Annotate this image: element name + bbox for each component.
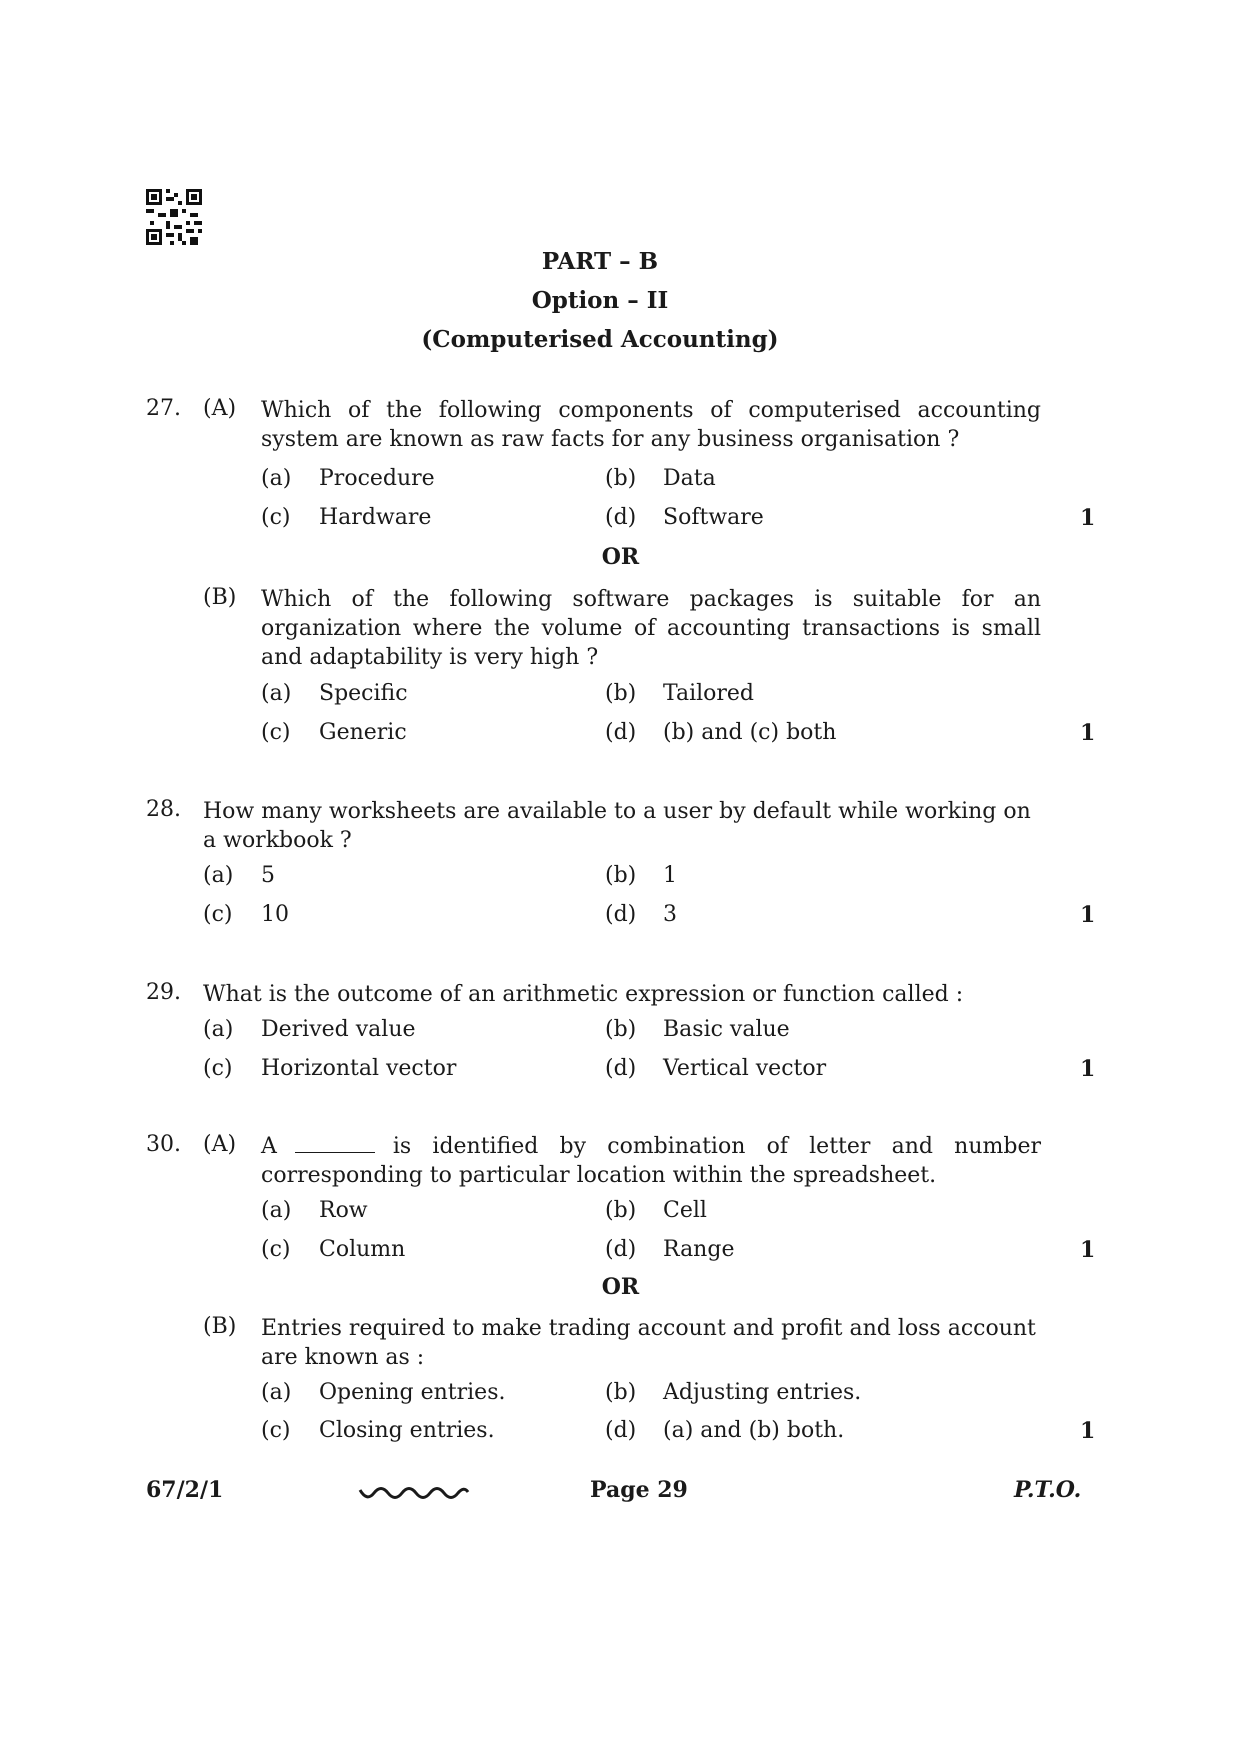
option-c: (c) Column <box>261 1237 406 1262</box>
option-c: (c) Closing entries. <box>261 1418 495 1443</box>
question-part-label: (B) <box>203 585 237 610</box>
option-a: (a) Opening entries. <box>261 1380 506 1405</box>
part-heading: PART – B <box>541 248 659 275</box>
marks: 1 <box>1080 1418 1096 1444</box>
option-d: (d) 3 <box>605 902 677 927</box>
marks: 1 <box>1080 1237 1096 1263</box>
fill-in-blank <box>295 1134 375 1153</box>
marks: 1 <box>1080 902 1096 928</box>
marks: 1 <box>1080 720 1096 746</box>
option-d: (d) Software <box>605 505 764 530</box>
option-c: (c) Generic <box>261 720 407 745</box>
option-d: (d) (a) and (b) both. <box>605 1418 845 1443</box>
option-a: (a) Procedure <box>261 466 435 491</box>
option-b: (b) Data <box>605 466 716 491</box>
or-divider: OR <box>601 544 640 570</box>
option-c: (c) 10 <box>203 902 289 927</box>
marks: 1 <box>1080 1056 1096 1082</box>
option-b: (b) 1 <box>605 863 677 888</box>
question-part-label: (A) <box>203 1132 237 1157</box>
option-b: (b) Basic value <box>605 1017 790 1042</box>
question-text: Entries required to make trading account and profit and loss account are known as : <box>261 1316 1036 1370</box>
option-a: (a) Specific <box>261 681 408 706</box>
paper-code: 67/2/1 <box>146 1477 224 1503</box>
option-a: (a) Derived value <box>203 1017 416 1042</box>
option-c: (c) Hardware <box>261 505 432 530</box>
wave-mark-icon <box>358 1482 470 1504</box>
subject-heading: (Computerised Accounting) <box>421 326 779 353</box>
question-number: 28. <box>146 797 181 822</box>
question-number: 27. <box>146 396 181 421</box>
option-d: (d) (b) and (c) both <box>605 720 837 745</box>
page-number: Page 29 <box>590 1477 688 1503</box>
question-number: 30. <box>146 1132 181 1157</box>
option-heading: Option – II <box>531 287 669 314</box>
question-number: 29. <box>146 980 181 1005</box>
option-b: (b) Adjusting entries. <box>605 1380 862 1405</box>
option-a: (a) Row <box>261 1198 368 1223</box>
option-b: (b) Tailored <box>605 681 755 706</box>
or-divider: OR <box>601 1274 640 1300</box>
question-text: A is identified by combination of letter and number corresponding to particular location within the spreadsheet. <box>261 1134 1041 1188</box>
option-a: (a) 5 <box>203 863 275 888</box>
question-part-label: (A) <box>203 396 237 421</box>
question-text: Which of the following software packages is suitable for an organization where the volume of accounting transactions is small and adaptability is very high ? <box>261 587 1041 670</box>
option-d: (d) Range <box>605 1237 735 1262</box>
option-d: (d) Vertical vector <box>605 1056 827 1081</box>
question-text: How many worksheets are available to a user by default while working on a workbook ? <box>203 799 1031 853</box>
qr-code-icon <box>146 189 202 245</box>
pto-label: P.T.O. <box>1014 1477 1082 1503</box>
marks: 1 <box>1080 505 1096 531</box>
question-text: Which of the following components of computerised accounting system are known as raw facts for any business organisation ? <box>261 398 1041 452</box>
question-part-label: (B) <box>203 1314 237 1339</box>
question-text: What is the outcome of an arithmetic expression or function called : <box>203 982 964 1007</box>
option-b: (b) Cell <box>605 1198 707 1223</box>
option-c: (c) Horizontal vector <box>203 1056 457 1081</box>
